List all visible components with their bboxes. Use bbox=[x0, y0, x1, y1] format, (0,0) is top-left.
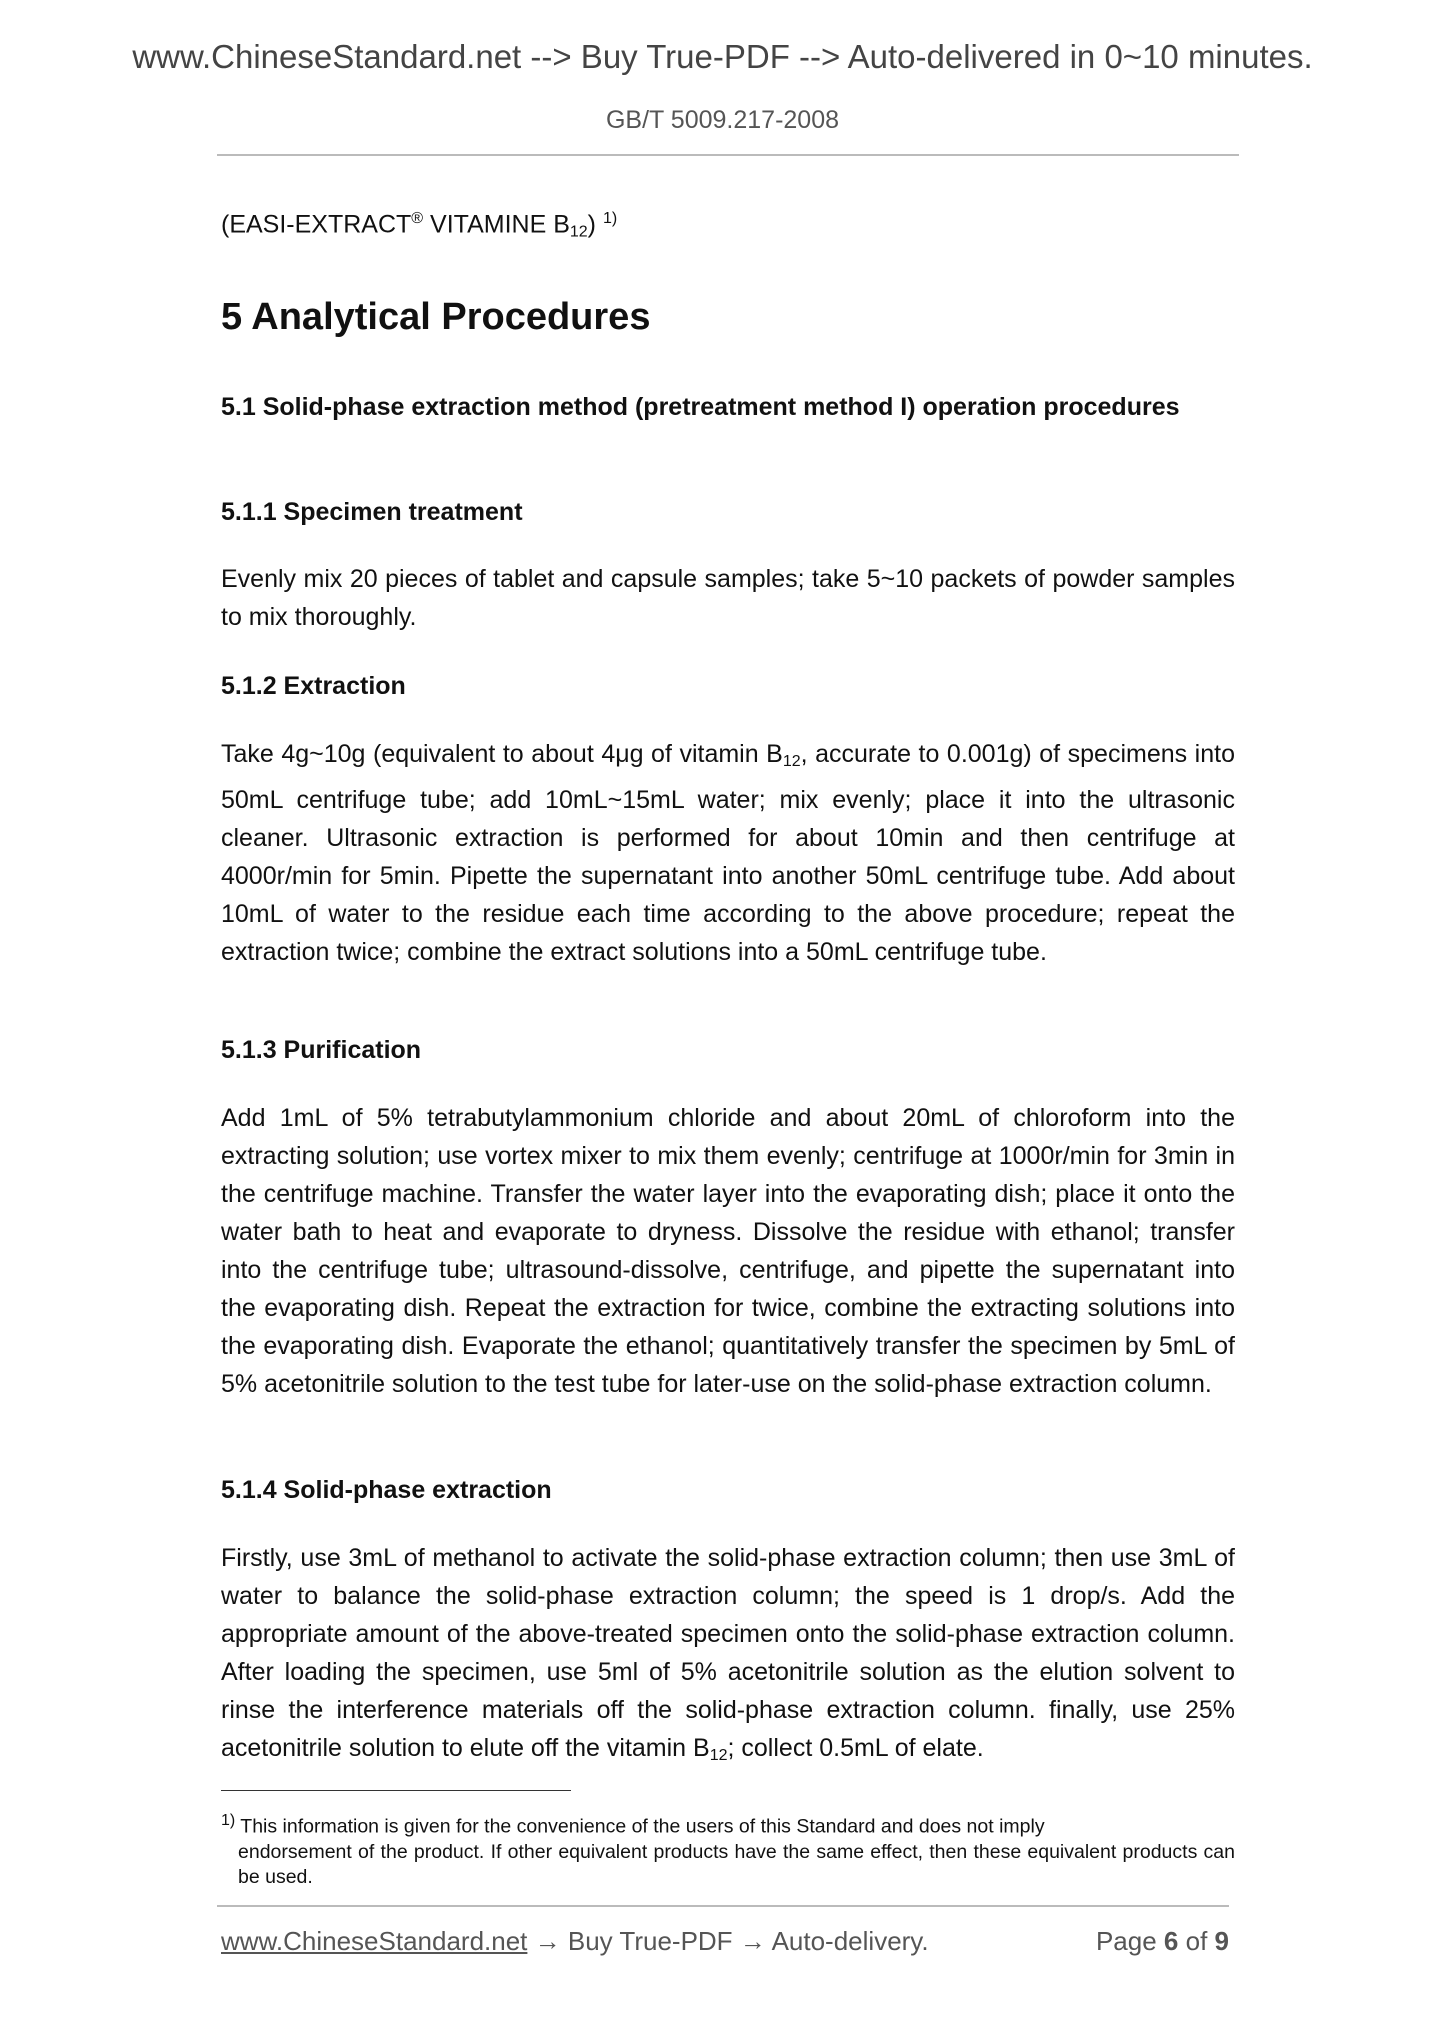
footer-tagline: → Buy True-PDF → Auto-delivery. bbox=[527, 1926, 929, 1956]
subscript: 12 bbox=[569, 223, 588, 241]
of-label: of bbox=[1178, 1926, 1215, 1956]
text: ; collect 0.5mL of elate. bbox=[727, 1734, 984, 1762]
total-pages: 9 bbox=[1214, 1926, 1229, 1956]
current-page: 6 bbox=[1163, 1926, 1179, 1956]
paragraph-5-1-2 bbox=[221, 735, 1235, 971]
page-label: Page bbox=[1095, 1926, 1164, 1956]
footnote-divider bbox=[221, 1790, 571, 1791]
product-name-line bbox=[221, 200, 1235, 251]
site-link[interactable]: www.ChineseStandard.net bbox=[221, 1926, 528, 1956]
heading-5-1-1: 5.1.1 Specimen treatment bbox=[221, 498, 523, 526]
heading-5-1-2: 5.1.2 Extraction bbox=[221, 672, 406, 700]
footer-divider bbox=[217, 1905, 1229, 1907]
paragraph-5-1-3: Add 1mL of 5% tetrabutylammonium chloride and about 20mL of chloroform into the extracting solution; use vortex mixer to mix them evenly; centrifuge at 1000r/min for 3min in the centrifuge machine. Transfer the water layer into the evaporating dish; place it onto the water bath to heat and evaporate to dryness. Dissolve the residue with ethanol; transfer into the centrifuge tube; ultrasound-dissolve, centrifuge, and pipette the supernatant into the evaporating dish. Repeat the extraction for twice, combine the extracting solutions into the evaporating dish. Evaporate the ethanol; quantitatively transfer the specimen by 5mL of 5% acetonitrile solution to the test tube for later-use on the solid-phase extraction column. bbox=[221, 1104, 1235, 1398]
header-divider bbox=[217, 154, 1239, 156]
doc-number: GB/T 5009.217-2008 bbox=[605, 106, 840, 134]
intro-text: ) bbox=[587, 210, 603, 239]
page-number bbox=[1096, 1926, 1229, 1957]
subsection-heading-5-1: 5.1 Solid-phase extraction method (pretreatment method I) operation procedures bbox=[221, 393, 1180, 421]
heading-5-1-3: 5.1.3 Purification bbox=[221, 1036, 422, 1064]
intro-text: VITAMINE B bbox=[423, 210, 570, 239]
footnote-text: endorsement of the product. If other equivalent products have the same effect, then these equivalent products can be used. bbox=[238, 1840, 1235, 1888]
registered-mark: ® bbox=[411, 210, 424, 227]
footnote bbox=[221, 1808, 1235, 1890]
intro-text: (EASI-EXTRACT bbox=[221, 210, 412, 239]
footnote-mark: 1) bbox=[221, 1812, 236, 1829]
subscript: 12 bbox=[709, 1747, 728, 1764]
text: , accurate to 0.001g) of specimens into 50mL centrifuge tube; add 10mL~15mL water; mix evenly; place it into the ultrasonic cleaner. Ultrasonic extraction is performed for about 10min and then centrifuge at 4000r/min for 5min. Pipette the supernatant into another 50mL centrifuge tube. Add about 10mL of water to the residue each time according to the above procedure; repeat the extraction twice; combine the extract solutions into a 50mL centrifuge tube. bbox=[221, 740, 1235, 966]
footnote-ref: 1) bbox=[602, 210, 618, 227]
paragraph-5-1-4 bbox=[221, 1539, 1235, 1775]
text: Firstly, use 3mL of methanol to activate the solid-phase extraction column; then use 3mL of water to balance the solid-phase extraction column; the speed is 1 drop/s. Add the appropriate amount of the above-treated specimen onto the solid-phase extraction column. After loading the specimen, use 5ml of 5% acetonitrile solution as the elution solvent to rinse the interference materials off the solid-phase extraction column. finally, use 25% acetonitrile solution to elute off the vitamin B bbox=[221, 1544, 1235, 1762]
text: Take 4g~10g (equivalent to about 4μg of vitamin B bbox=[221, 740, 783, 768]
header-banner: www.ChineseStandard.net --> Buy True-PDF --> Auto-delivered in 0~10 minutes. bbox=[132, 38, 1313, 75]
section-heading: 5 Analytical Procedures bbox=[221, 296, 651, 338]
footnote-text: This information is given for the convenience of the users of this Standard and does not imply bbox=[235, 1815, 1045, 1838]
heading-5-1-4: 5.1.4 Solid-phase extraction bbox=[221, 1476, 552, 1504]
subscript: 12 bbox=[782, 753, 801, 770]
footer-text bbox=[221, 1926, 929, 1957]
paragraph-5-1-1: Evenly mix 20 pieces of tablet and capsule samples; take 5~10 packets of powder samples to mix thoroughly. bbox=[221, 565, 1235, 631]
